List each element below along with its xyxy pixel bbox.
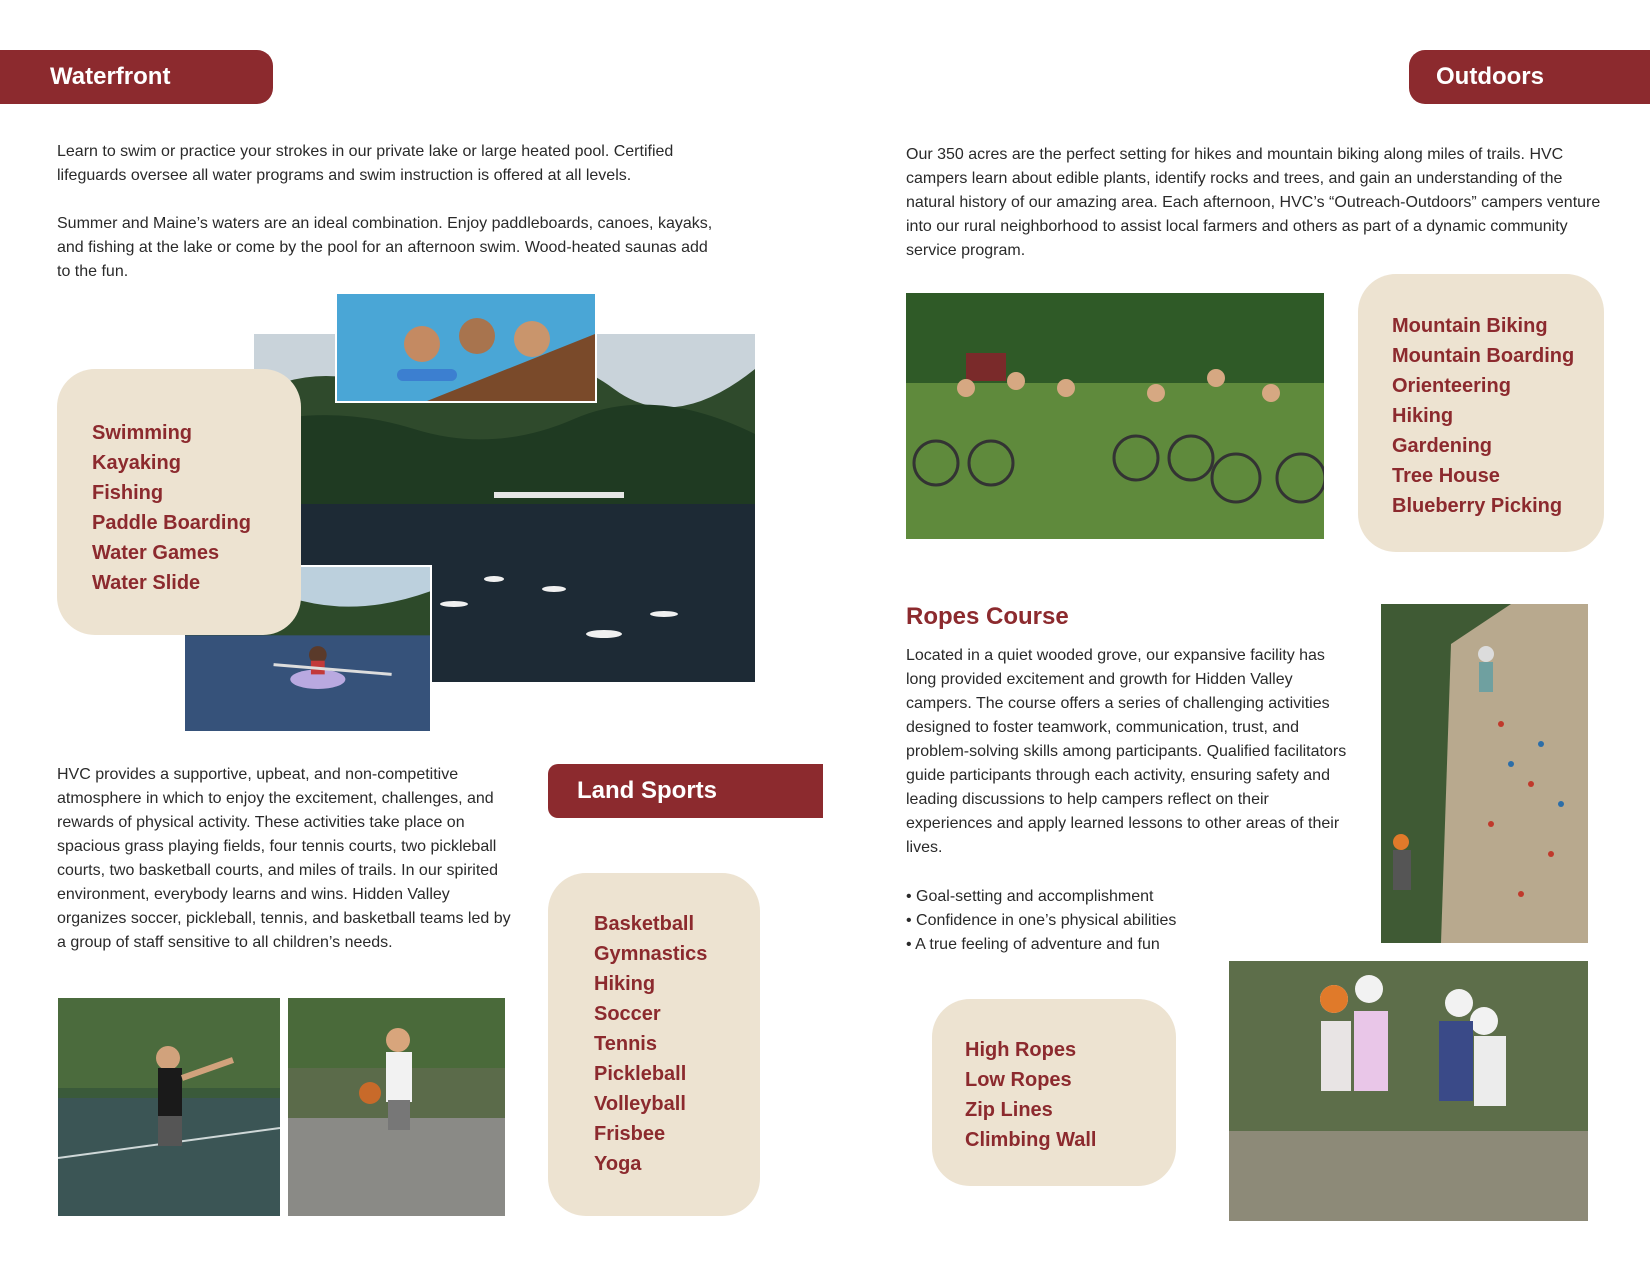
activity-item: Orienteering (1392, 375, 1511, 397)
activity-item: Water Games (92, 542, 220, 564)
activity-item: Mountain Biking (1392, 315, 1548, 337)
outdoors-heading: Outdoors (1409, 50, 1650, 104)
land-sports-activities-card (548, 873, 760, 1216)
activity-item: Hiking (594, 973, 656, 995)
basketball-throw-photo (58, 998, 280, 1216)
activity-item: Fishing (92, 482, 164, 504)
activity-item: Paddle Boarding (92, 512, 251, 534)
outdoors-text: Our 350 acres are the perfect setting for hikes and mountain biking along miles of trails. HVC campers learn about edible plants, identify rocks and trees, and gain an understanding of the natural history of our amazing area. Each afternoon, HVC’s “Outreach-Outdoors” campers venture into our rural neighborhood to assist local farmers and others as part of a dynamic community service program. (906, 146, 1601, 259)
outdoors-activities-card (1358, 274, 1604, 552)
ropes-campers-photo (1229, 961, 1588, 1221)
activity-item: High Ropes (965, 1039, 1077, 1061)
ropes-course-text: Located in a quiet wooded grove, our expansive facility has long provided excitement and growth for Hidden Valley campers. The course offers a series of challenging activities designed to foster teamwork, communication, trust, and problem-solving skills among participants. Qualified facilitators guide participants through each activity, ensuring safety and leading discussions to help campers reflect on their experiences and apply learned lessons to other areas of their lives. (906, 647, 1347, 856)
ropes-course-benefits (906, 885, 1176, 957)
mountain-biking-photo (906, 293, 1324, 539)
activity-item: Kayaking (92, 452, 181, 474)
benefit-item: • Confidence in one’s physical abilities (906, 909, 1176, 933)
activity-item: Volleyball (594, 1093, 686, 1115)
activity-item: Swimming (92, 422, 193, 444)
activity-item: Blueberry Picking (1392, 495, 1563, 517)
activity-item: Gardening (1392, 435, 1493, 457)
activity-item: Basketball (594, 913, 695, 935)
pool-swimmers-photo (335, 292, 597, 403)
ropes-course-activities-card (932, 999, 1176, 1186)
activity-item: Mountain Boarding (1392, 345, 1575, 367)
benefit-item: • Goal-setting and accomplishment (906, 885, 1176, 909)
activity-item: Frisbee (594, 1123, 666, 1145)
waterfront-activities-card (57, 369, 301, 635)
activity-item: Zip Lines (965, 1099, 1053, 1121)
waterfront-paragraph-2: Summer and Maine’s waters are an ideal combination. Enjoy paddleboards, canoes, kayaks, and fishing at the lake or come by the pool for an afternoon swim. Wood-heated saunas add to the fun. (57, 215, 713, 280)
basketball-dribble-photo (288, 998, 505, 1216)
activity-item: Hiking (1392, 405, 1454, 427)
activity-item: Low Ropes (965, 1069, 1072, 1091)
activity-item: Gymnastics (594, 943, 708, 965)
ropes-course-heading: Ropes Course (906, 603, 1069, 630)
activity-item: Water Slide (92, 572, 201, 594)
benefit-item: • A true feeling of adventure and fun (906, 933, 1176, 957)
activity-item: Yoga (594, 1153, 642, 1175)
activity-item: Pickleball (594, 1063, 687, 1085)
waterfront-heading: Waterfront (0, 50, 273, 104)
land-sports-heading: Land Sports (548, 764, 823, 818)
climbing-wall-photo (1381, 604, 1588, 943)
land-sports-text: HVC provides a supportive, upbeat, and non-competitive atmosphere in which to enjoy the excitement, challenges, and rewards of physical activity. These activities take place on spacious grass playing fields, four tennis courts, two pickleball courts, two basketball courts, and miles of trails. In our spirited environment, everybody learns and wins. Hidden Valley organizes soccer, pickleball, tennis, and basketball teams led by a group of staff sensitive to all children’s needs. (57, 766, 511, 951)
activity-item: Tennis (594, 1033, 657, 1055)
activity-item: Tree House (1392, 465, 1500, 487)
waterfront-paragraph-1: Learn to swim or practice your strokes in our private lake or large heated pool. Certified lifeguards oversee all water programs and swim instruction is offered at all levels. (57, 143, 674, 184)
activity-item: Soccer (594, 1003, 661, 1025)
waterfront-text (57, 140, 717, 284)
activity-item: Climbing Wall (965, 1129, 1097, 1151)
